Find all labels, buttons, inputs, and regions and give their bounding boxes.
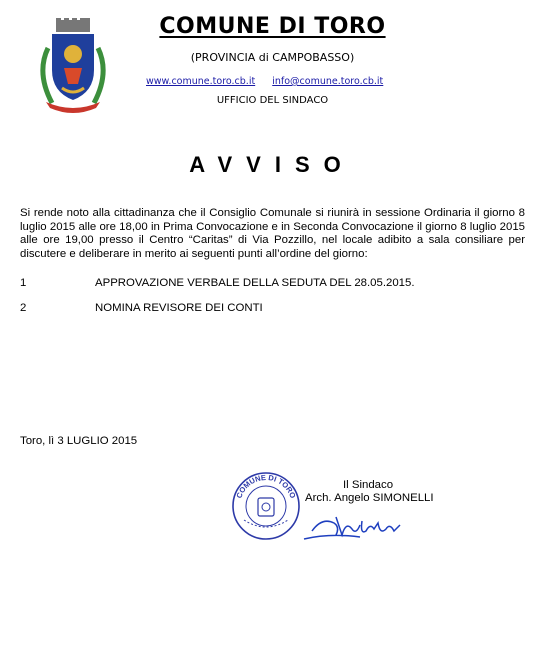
contact-links xyxy=(146,76,383,87)
notice-body: Si rende noto alla cittadinanza che il Consiglio Comunale si riunirà in sessione Ordinaria il giorno 8 luglio 2015 alle ore 18,00 in Prima Convocazione e in Seconda Convocazione il giorno 8 luglio 2015 alle ore 19,00 presso il Centro “Caritas” di Via Pozzillo, nel locale adibito a sala consiliare per discutere e deliberare in merito ai seguenti punti all’ordine del giorno: xyxy=(20,207,525,260)
signature-scribble xyxy=(300,495,420,545)
agenda-item-number: 2 xyxy=(20,302,27,314)
stamp-text: COMUNE DI TORO xyxy=(234,472,298,500)
coat-of-arms-logo xyxy=(34,18,112,114)
agenda-item-number: 1 xyxy=(20,277,27,289)
notice-heading: AVVISO xyxy=(189,152,355,177)
mayor-title: Il Sindaco xyxy=(343,479,394,491)
province-label: (PROVINCIA di CAMPOBASSO) xyxy=(190,51,355,64)
municipal-stamp xyxy=(230,470,302,542)
agenda-item-text: APPROVAZIONE VERBALE DELLA SEDUTA DEL 28.05.2015. xyxy=(95,277,415,289)
municipality-title: COMUNE DI TORO xyxy=(159,14,386,39)
email-link[interactable]: info@comune.toro.cb.it xyxy=(272,76,384,87)
place-date: Toro, lì 3 LUGLIO 2015 xyxy=(20,435,138,447)
mayor-name: Arch. Angelo SIMONELLI xyxy=(305,492,434,504)
office-label: UFFICIO DEL SINDACO xyxy=(216,95,329,106)
website-link[interactable]: www.comune.toro.cb.it xyxy=(146,76,256,87)
agenda-item-text: NOMINA REVISORE DEI CONTI xyxy=(95,302,263,314)
